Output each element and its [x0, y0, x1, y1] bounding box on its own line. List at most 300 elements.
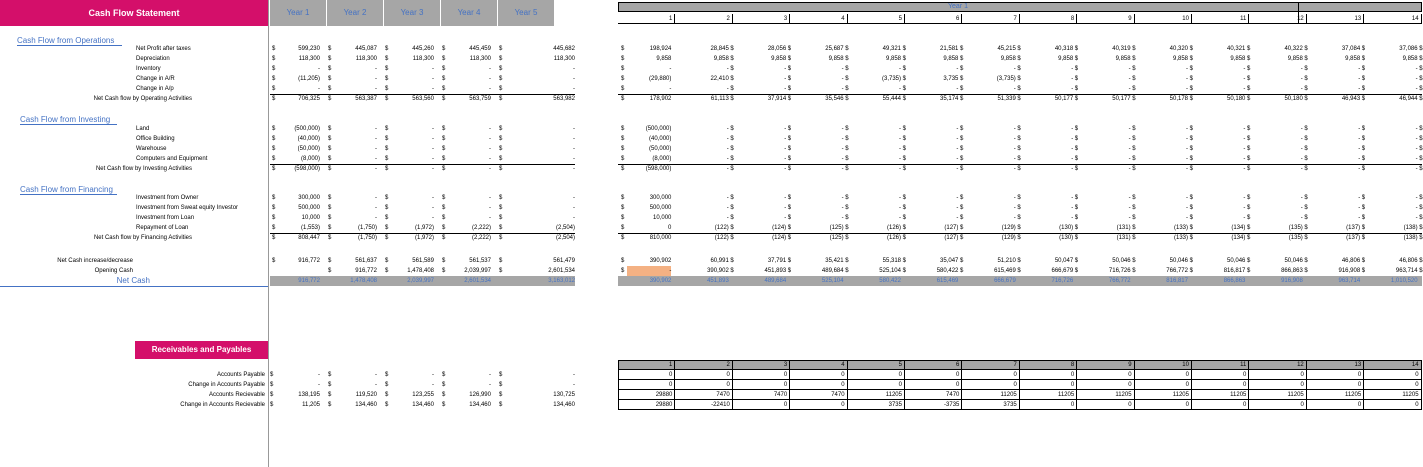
month-cell[interactable]: -	[956, 156, 959, 162]
month-cell[interactable]: 816,817	[1223, 268, 1246, 274]
month-cell[interactable]: -	[1013, 215, 1016, 221]
month-cell[interactable]: (131)	[1116, 225, 1131, 231]
recv-month-header[interactable]: 8	[1020, 360, 1077, 370]
month-cell[interactable]: -	[841, 215, 844, 221]
month-cell[interactable]: -	[1415, 166, 1418, 172]
month-cell[interactable]: -	[726, 126, 729, 132]
net-cash-month-cell[interactable]: 615,469	[936, 278, 959, 284]
recv-month-cell[interactable]: 0	[1364, 370, 1421, 380]
month-cell[interactable]: 46,806	[1399, 258, 1418, 264]
year-cell[interactable]: -	[573, 195, 575, 201]
month-cell[interactable]: -	[1415, 156, 1418, 162]
month-cell[interactable]: 50,046	[1169, 258, 1188, 264]
year-cell[interactable]: -	[489, 136, 491, 142]
month-cell[interactable]: 716,726	[1108, 268, 1131, 274]
recv-month-cell[interactable]: 0	[1192, 380, 1249, 390]
recv-month-cell[interactable]: 0	[1135, 380, 1192, 390]
recv-year-cell[interactable]: -	[489, 372, 491, 378]
month-cell[interactable]: -	[1243, 86, 1246, 92]
recv-month-cell[interactable]: 11205	[1364, 390, 1421, 400]
section-investing[interactable]: Cash Flow from Investing	[20, 115, 117, 125]
month-cell[interactable]: -	[899, 86, 901, 92]
month-cell[interactable]: -	[784, 156, 787, 162]
month-cell[interactable]: -	[1128, 66, 1131, 72]
year-cell[interactable]: 599,230	[298, 46, 320, 52]
month-cell[interactable]: -	[841, 76, 844, 82]
month-cell[interactable]: 9,858	[1230, 56, 1246, 62]
month-cell[interactable]: -	[784, 146, 787, 152]
year-cell[interactable]: -	[573, 126, 575, 132]
month-cell[interactable]: 50,180	[1284, 96, 1303, 102]
year-cell[interactable]: 300,000	[298, 195, 320, 201]
month-cell[interactable]: -	[956, 146, 959, 152]
month-cell[interactable]: -	[899, 66, 901, 72]
month-cell[interactable]: (122)	[714, 225, 729, 231]
month-cell[interactable]: -	[1013, 166, 1016, 172]
year-cell[interactable]: -	[432, 136, 434, 142]
month-cell[interactable]: -	[1358, 76, 1361, 82]
year-cell[interactable]: 563,982	[553, 96, 575, 102]
month-cell[interactable]: -	[841, 86, 844, 92]
month-cell[interactable]: 55,444	[882, 96, 901, 102]
year-cell[interactable]: -	[318, 86, 320, 92]
year-cell[interactable]: 445,087	[355, 46, 377, 52]
recv-year-cell[interactable]: -	[318, 382, 320, 388]
net-cash-month-cell[interactable]: 1,010,520	[1390, 278, 1418, 284]
month-cell[interactable]: -	[784, 86, 787, 92]
month-cell[interactable]: -	[1128, 86, 1131, 92]
month-cell[interactable]: (129)	[1001, 225, 1016, 231]
month-cell[interactable]: -	[1128, 215, 1131, 221]
month-cell[interactable]: -	[1358, 126, 1361, 132]
year-cell[interactable]: -	[573, 156, 575, 162]
month-cell[interactable]: -	[1128, 156, 1131, 162]
month-cell[interactable]: -	[1358, 136, 1361, 142]
recv-month-cell[interactable]: 11205	[1307, 390, 1364, 400]
month-cell[interactable]: -	[899, 205, 901, 211]
net-cash-year-cell[interactable]: 3,163,012	[548, 278, 575, 284]
recv-month-cell[interactable]: 0	[1135, 370, 1192, 380]
net-cash-month-cell[interactable]: 666,679	[994, 278, 1016, 284]
month-cell[interactable]: 46,943	[1341, 96, 1361, 102]
year-cell[interactable]: 118,300	[355, 56, 377, 62]
month-cell[interactable]: (135)	[1288, 225, 1303, 231]
month-cell[interactable]: -	[1186, 76, 1188, 82]
month-cell[interactable]: -	[1013, 126, 1016, 132]
recv-month-cell[interactable]: 0	[1077, 380, 1134, 390]
year-cell[interactable]: 808,447	[298, 235, 320, 241]
month-cell[interactable]: -	[1300, 166, 1303, 172]
month-cell[interactable]: -	[1243, 205, 1246, 211]
month-cell[interactable]: -	[1358, 215, 1361, 221]
recv-month-cell[interactable]: 0	[618, 380, 675, 390]
month-cell[interactable]: -	[956, 66, 959, 72]
year-cell[interactable]: -	[573, 76, 575, 82]
month-cell[interactable]: -	[1186, 215, 1188, 221]
recv-month-header[interactable]: 3	[733, 360, 790, 370]
year-cell[interactable]: -	[375, 76, 377, 82]
net-cash-month-cell[interactable]: 716,726	[1051, 278, 1074, 284]
month-cell[interactable]: 178,902	[649, 96, 672, 102]
year-cell[interactable]: -	[432, 215, 434, 221]
month-cell[interactable]: -	[1358, 166, 1361, 172]
month-cell[interactable]: -	[1013, 156, 1016, 162]
month-cell[interactable]: -	[1071, 156, 1074, 162]
month-header-9[interactable]: 9	[1077, 14, 1134, 24]
recv-month-cell[interactable]: 0	[790, 400, 847, 410]
month-cell[interactable]: 963,714	[1395, 268, 1418, 274]
month-cell[interactable]: -	[1358, 86, 1361, 92]
month-cell[interactable]: 580,422	[936, 268, 959, 274]
month-cell[interactable]: -	[956, 195, 959, 201]
month-cell[interactable]: -	[1128, 205, 1131, 211]
month-cell[interactable]: 28,056	[767, 46, 787, 52]
year-cell[interactable]: -	[489, 156, 491, 162]
month-cell[interactable]: -	[669, 66, 672, 72]
month-cell[interactable]: -	[1128, 146, 1131, 152]
month-cell[interactable]: (133)	[1173, 225, 1188, 231]
year-cell[interactable]: 118,300	[412, 56, 434, 62]
month-cell[interactable]: (50,000)	[649, 146, 672, 152]
year-cell[interactable]: 561,537	[469, 258, 491, 264]
month-cell[interactable]: (138)	[1403, 225, 1418, 231]
year-cell[interactable]: (8,000)	[300, 156, 320, 162]
month-cell[interactable]: -	[784, 205, 787, 211]
month-cell[interactable]: 35,421	[825, 258, 844, 264]
month-cell[interactable]: -	[841, 136, 844, 142]
month-cell[interactable]: -	[1358, 205, 1361, 211]
month-cell[interactable]: 50,177	[1112, 96, 1131, 102]
month-cell[interactable]: (135)	[1288, 235, 1303, 241]
month-cell[interactable]: (129)	[1001, 235, 1016, 241]
month-cell[interactable]: (40,000)	[649, 136, 672, 142]
month-cell[interactable]: -	[1243, 166, 1246, 172]
net-cash-month-cell[interactable]: 963,714	[1338, 278, 1361, 284]
month-cell[interactable]: 9,858	[656, 56, 672, 62]
month-cell[interactable]: -	[1071, 205, 1074, 211]
month-cell[interactable]: 50,046	[1284, 258, 1303, 264]
month-cell[interactable]: -	[899, 136, 901, 142]
recv-month-cell[interactable]: 0	[1077, 400, 1134, 410]
year-cell[interactable]: -	[432, 146, 434, 152]
month-cell[interactable]: -	[1243, 156, 1246, 162]
section-financing[interactable]: Cash Flow from Financing	[20, 185, 117, 195]
year-cell[interactable]: -	[573, 166, 575, 172]
month-cell[interactable]: 9,858	[1287, 56, 1303, 62]
net-cash-year-cell[interactable]: 2,039,997	[407, 278, 434, 284]
month-cell[interactable]: 35,174	[940, 96, 959, 102]
year-cell[interactable]: 118,300	[553, 56, 575, 62]
month-cell[interactable]: 10,000	[653, 215, 672, 221]
month-cell[interactable]: (134)	[1231, 225, 1246, 231]
recv-month-cell[interactable]: 11205	[962, 390, 1019, 400]
recv-month-cell[interactable]: 11205	[1020, 390, 1077, 400]
month-cell[interactable]: -	[1071, 76, 1074, 82]
recv-month-cell[interactable]: 0	[733, 370, 790, 380]
recv-month-cell[interactable]: 3735	[848, 400, 905, 410]
year-cell[interactable]: -	[432, 195, 434, 201]
year-header-2[interactable]: Year 2	[327, 0, 384, 26]
year-cell[interactable]: -	[489, 195, 491, 201]
recv-year-cell[interactable]: 126,990	[469, 392, 491, 398]
month-cell[interactable]: (130)	[1059, 225, 1074, 231]
month-cell[interactable]: (3,735)	[881, 76, 901, 82]
month-cell[interactable]: 615,469	[994, 268, 1016, 274]
recv-year-cell[interactable]: 123,255	[412, 392, 434, 398]
month-cell[interactable]: (124)	[772, 235, 787, 241]
month-cell[interactable]: (125)	[829, 225, 844, 231]
year-cell[interactable]: -	[375, 205, 377, 211]
year-cell[interactable]: -	[489, 126, 491, 132]
month-cell[interactable]: -	[784, 136, 787, 142]
month-cell[interactable]: -	[1358, 66, 1361, 72]
recv-month-cell[interactable]: 7470	[733, 390, 790, 400]
recv-month-header[interactable]: 10	[1135, 360, 1192, 370]
month-cell[interactable]: 9,858	[1402, 56, 1418, 62]
month-cell[interactable]: -	[726, 136, 729, 142]
month-cell[interactable]: -	[1243, 215, 1246, 221]
recv-month-cell[interactable]: 0	[962, 370, 1019, 380]
month-cell[interactable]: 60,991	[710, 258, 729, 264]
month-cell[interactable]: 0	[668, 225, 672, 231]
recv-month-cell[interactable]: -22410	[675, 400, 732, 410]
year-cell[interactable]: -	[489, 86, 491, 92]
recv-year-cell[interactable]: 134,460	[469, 402, 491, 408]
month-cell[interactable]: 9,858	[1172, 56, 1188, 62]
year-cell[interactable]: 118,300	[298, 56, 320, 62]
month-cell[interactable]: -	[726, 146, 729, 152]
recv-month-header[interactable]: 9	[1077, 360, 1134, 370]
month-cell[interactable]: 21,581	[940, 46, 959, 52]
month-cell[interactable]: (127)	[944, 225, 959, 231]
month-header-3[interactable]: 3	[733, 14, 790, 24]
month-cell[interactable]: 810,000	[649, 235, 672, 241]
section-operations[interactable]: Cash Flow from Operations	[17, 36, 122, 46]
month-cell[interactable]: -	[1243, 126, 1246, 132]
month-cell[interactable]: 866,863	[1281, 268, 1303, 274]
year-cell[interactable]: (1,750)	[357, 235, 377, 241]
month-cell[interactable]: -	[1415, 76, 1418, 82]
month-cell[interactable]: 9,858	[1000, 56, 1016, 62]
year-cell[interactable]: 561,637	[355, 258, 377, 264]
net-cash-month-cell[interactable]: 580,422	[879, 278, 901, 284]
month-cell[interactable]: 489,684	[821, 268, 844, 274]
year-cell[interactable]: -	[573, 86, 575, 92]
month-cell[interactable]: 9,858	[943, 56, 959, 62]
month-cell[interactable]: -	[1243, 146, 1246, 152]
recv-year-cell[interactable]: -	[573, 382, 575, 388]
month-cell[interactable]: -	[669, 86, 672, 92]
month-cell[interactable]: -	[1071, 86, 1074, 92]
month-cell[interactable]: 46,806	[1341, 258, 1361, 264]
month-cell[interactable]: -	[899, 156, 901, 162]
recv-month-cell[interactable]: 0	[1192, 370, 1249, 380]
month-cell[interactable]: 37,914	[767, 96, 787, 102]
month-cell[interactable]: -	[1071, 215, 1074, 221]
recv-month-header[interactable]: 1	[618, 360, 675, 370]
recv-year-cell[interactable]: 138,195	[298, 392, 320, 398]
recv-month-cell[interactable]: 0	[905, 380, 962, 390]
year-cell[interactable]: -	[489, 205, 491, 211]
month-cell[interactable]: -	[1013, 136, 1016, 142]
month-cell[interactable]: -	[1071, 195, 1074, 201]
year-header-5[interactable]: Year 5	[498, 0, 555, 26]
year-cell[interactable]: (1,972)	[414, 235, 434, 241]
month-cell[interactable]: -	[1186, 126, 1188, 132]
year-cell[interactable]: -	[375, 215, 377, 221]
month-cell[interactable]: -	[1013, 146, 1016, 152]
month-cell[interactable]: 35,546	[825, 96, 844, 102]
month-header-11[interactable]: 11	[1192, 14, 1249, 24]
month-cell[interactable]: -	[1358, 146, 1361, 152]
month-cell[interactable]: -	[1186, 156, 1188, 162]
month-cell[interactable]: -	[1300, 76, 1303, 82]
recv-month-cell[interactable]: 0	[1364, 380, 1421, 390]
net-cash-year-cell[interactable]: 2,601,534	[464, 278, 491, 284]
recv-month-cell[interactable]: 0	[1192, 400, 1249, 410]
year-cell[interactable]: (11,205)	[298, 76, 320, 82]
recv-month-cell[interactable]: 0	[733, 400, 790, 410]
recv-month-cell[interactable]: 0	[962, 380, 1019, 390]
year-cell[interactable]: 561,479	[553, 258, 575, 264]
month-cell[interactable]: (133)	[1173, 235, 1188, 241]
year-cell[interactable]: -	[573, 205, 575, 211]
recv-month-cell[interactable]: 0	[1249, 370, 1306, 380]
year-cell[interactable]: (50,000)	[297, 146, 320, 152]
month-cell[interactable]: -	[1243, 76, 1246, 82]
year-cell[interactable]: -	[375, 166, 377, 172]
year-cell[interactable]: 445,459	[469, 46, 491, 52]
recv-month-header[interactable]: 6	[905, 360, 962, 370]
net-cash-month-cell[interactable]: 866,863	[1223, 278, 1246, 284]
month-cell[interactable]: (126)	[886, 225, 901, 231]
month-cell[interactable]: 37,791	[767, 258, 787, 264]
recv-year-cell[interactable]: 134,460	[412, 402, 434, 408]
recv-month-header[interactable]: 12	[1249, 360, 1306, 370]
month-cell[interactable]: (8,000)	[652, 156, 672, 162]
recv-month-cell[interactable]: 0	[1249, 380, 1306, 390]
recv-month-cell[interactable]: 0	[1307, 370, 1364, 380]
year-cell[interactable]: 118,300	[469, 56, 491, 62]
year-cell[interactable]: -	[573, 146, 575, 152]
year-cell[interactable]: -	[375, 66, 377, 72]
year-cell[interactable]: (40,000)	[297, 136, 320, 142]
month-cell[interactable]: 9,858	[713, 56, 729, 62]
month-cell[interactable]: (138)	[1403, 235, 1418, 241]
recv-year-cell[interactable]: -	[573, 372, 575, 378]
year-cell[interactable]: -	[432, 76, 434, 82]
recv-month-cell[interactable]: 0	[1307, 380, 1364, 390]
recv-month-cell[interactable]: 11205	[848, 390, 905, 400]
recv-month-cell[interactable]: 11205	[1135, 390, 1192, 400]
month-cell[interactable]: -	[1415, 86, 1418, 92]
month-cell[interactable]: 49,321	[882, 46, 901, 52]
year-cell[interactable]: -	[432, 205, 434, 211]
year-cell[interactable]: (598,000)	[294, 166, 320, 172]
month-cell[interactable]: -	[1358, 156, 1361, 162]
year-cell[interactable]: -	[489, 215, 491, 221]
month-cell[interactable]: (137)	[1346, 225, 1361, 231]
month-header-5[interactable]: 5	[848, 14, 905, 24]
month-cell[interactable]: (122)	[714, 235, 729, 241]
month-cell[interactable]: -	[1186, 66, 1188, 72]
month-cell[interactable]: -	[784, 195, 787, 201]
year-cell[interactable]: -	[573, 66, 575, 72]
month-cell[interactable]: 50,178	[1169, 96, 1188, 102]
recv-month-cell[interactable]: 0	[1020, 380, 1077, 390]
month-cell[interactable]: -	[784, 76, 787, 82]
recv-month-cell[interactable]: 0	[618, 370, 675, 380]
month-header-12[interactable]: 12	[1249, 14, 1306, 24]
recv-month-cell[interactable]: 0	[790, 370, 847, 380]
year-cell[interactable]: -	[432, 166, 434, 172]
month-cell[interactable]: -	[1415, 126, 1418, 132]
year-cell[interactable]: -	[573, 215, 575, 221]
month-cell[interactable]: -	[1186, 205, 1188, 211]
month-cell[interactable]: -	[1300, 156, 1303, 162]
month-cell[interactable]: -	[1243, 195, 1246, 201]
year-header-3[interactable]: Year 3	[384, 0, 441, 26]
recv-month-cell[interactable]: 0	[675, 370, 732, 380]
recv-month-cell[interactable]: 11205	[1192, 390, 1249, 400]
month-cell[interactable]: 9,858	[1345, 56, 1361, 62]
month-cell[interactable]: 46,944	[1399, 96, 1418, 102]
year-cell[interactable]: 916,772	[355, 268, 377, 274]
month-cell[interactable]: -	[841, 195, 844, 201]
month-cell[interactable]: -	[726, 215, 729, 221]
recv-month-cell[interactable]: 0	[1135, 400, 1192, 410]
month-cell[interactable]: 51,339	[997, 96, 1016, 102]
month-cell[interactable]: 451,893	[764, 268, 787, 274]
month-cell[interactable]: -	[1300, 136, 1303, 142]
month-header-7[interactable]: 7	[962, 14, 1019, 24]
month-cell[interactable]: -	[1128, 136, 1131, 142]
recv-month-header[interactable]: 5	[848, 360, 905, 370]
year-cell[interactable]: (2,504)	[555, 225, 575, 231]
month-cell[interactable]: 40,320	[1169, 46, 1188, 52]
net-cash-month-cell[interactable]: 766,772	[1108, 278, 1131, 284]
month-cell[interactable]: -	[841, 146, 844, 152]
month-cell[interactable]: -	[726, 195, 729, 201]
month-cell[interactable]: -	[899, 146, 901, 152]
year-cell[interactable]: -	[432, 126, 434, 132]
net-cash-month-cell[interactable]: 489,684	[764, 278, 787, 284]
net-cash-year-cell[interactable]: 1,478,408	[350, 278, 377, 284]
month-cell[interactable]: -	[1128, 76, 1131, 82]
month-cell[interactable]: -	[956, 86, 959, 92]
month-cell[interactable]: -	[1071, 166, 1074, 172]
month-cell[interactable]: 50,177	[1054, 96, 1074, 102]
month-cell[interactable]: 525,104	[879, 268, 901, 274]
year-cell[interactable]: -	[489, 146, 491, 152]
month-cell[interactable]: 28,845	[710, 46, 729, 52]
month-header-13[interactable]: 13	[1307, 14, 1364, 24]
month-cell[interactable]: (3,735)	[996, 76, 1016, 82]
month-cell[interactable]: 22,410	[710, 76, 729, 82]
year-cell[interactable]: 10,000	[301, 215, 320, 221]
month-cell[interactable]: -	[1071, 146, 1074, 152]
month-cell[interactable]: -	[1415, 146, 1418, 152]
year-cell[interactable]: 2,601,534	[548, 268, 575, 274]
month-cell[interactable]: -	[1300, 86, 1303, 92]
year-cell[interactable]: 563,759	[469, 96, 491, 102]
month-cell[interactable]: 50,047	[1054, 258, 1074, 264]
month-cell[interactable]: 40,321	[1227, 46, 1246, 52]
year-cell[interactable]: -	[375, 136, 377, 142]
month-header-10[interactable]: 10	[1135, 14, 1192, 24]
month-cell[interactable]: -	[1186, 166, 1188, 172]
month-cell[interactable]: 50,046	[1112, 258, 1131, 264]
